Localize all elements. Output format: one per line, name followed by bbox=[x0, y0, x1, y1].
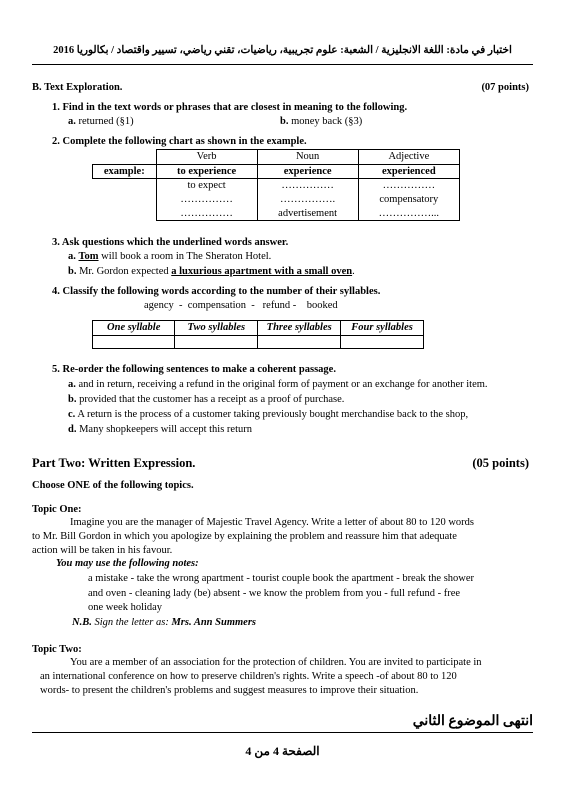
q5-item-d: d. Many shopkeepers will accept this return bbox=[68, 424, 253, 435]
q2-chart bbox=[92, 149, 460, 221]
footer-rule bbox=[32, 732, 533, 733]
chart-col-noun: …………… ……………. advertisement bbox=[257, 179, 358, 221]
q3-b: b. Mr. Gordon expected a luxurious apartment with a small oven. bbox=[68, 266, 355, 277]
syllable-cell bbox=[341, 335, 424, 348]
q1-stem: 1. Find in the text words or phrases that are closest in meaning to the following. bbox=[52, 102, 408, 113]
q4-words: agency - compensation - refund - booked bbox=[144, 300, 338, 311]
syllable-header-four: Four syllables bbox=[341, 321, 424, 336]
topic-two-line: an international conference on how to preserve children's rights. Write a speech -of about 80 to 120 bbox=[40, 671, 457, 682]
topic-one-line: Imagine you are the manager of Majestic Travel Agency. Write a letter of about 80 to 120 words bbox=[70, 517, 475, 528]
section-b-title: B. Text Exploration. bbox=[32, 82, 123, 93]
chart-example-verb: to experience bbox=[156, 164, 257, 179]
q3-stem: 3. Ask questions which the underlined words answer. bbox=[52, 237, 289, 248]
notes-line: one week holiday bbox=[88, 602, 163, 613]
syllable-header-three: Three syllables bbox=[258, 321, 341, 336]
q4-stem: 4. Classify the following words according to the number of their syllables. bbox=[52, 286, 381, 297]
notes-line: a mistake - take the wrong apartment - tourist couple book the apartment - break the shower bbox=[88, 573, 475, 584]
notes-line: and oven - cleaning lady (be) absent - we know the problem from you - full refund - free bbox=[88, 588, 461, 599]
chart-example-noun: experience bbox=[257, 164, 358, 179]
chart-header-noun: Noun bbox=[257, 150, 358, 165]
topic-one-title: Topic One: bbox=[32, 504, 82, 515]
q5-item-c: c. A return is the process of a customer taking previously bought merchandise back to the shop, bbox=[68, 409, 469, 420]
choose-instruction: Choose ONE of the following topics. bbox=[32, 480, 194, 491]
chart-example-row bbox=[93, 164, 460, 179]
part-two-points: (05 points) bbox=[472, 456, 529, 470]
section-b-points: (07 points) bbox=[481, 82, 529, 93]
topic-two-line: You are a member of an association for the protection of children. You are invited to participate in bbox=[70, 657, 482, 668]
q1-a: a. returned (§1) bbox=[68, 116, 134, 127]
chart-body-row bbox=[93, 179, 460, 221]
q5-stem: 5. Re-order the following sentences to make a coherent passage. bbox=[52, 364, 336, 375]
chart-header-verb: Verb bbox=[156, 150, 257, 165]
nb-note: N.B. Sign the letter as: Mrs. Ann Summers bbox=[72, 617, 256, 628]
syllable-header-row bbox=[93, 321, 424, 336]
topic-two-line: words- to present the children's problems and suggest measures to improve their situation. bbox=[40, 685, 419, 696]
end-of-subject: انتهى الموضوع الثاني bbox=[412, 714, 533, 729]
chart-corner bbox=[93, 150, 157, 165]
chart-example-adjective: experienced bbox=[358, 164, 459, 179]
header-rule bbox=[32, 64, 533, 65]
chart-col-adjective: …………… compensatory ……………... bbox=[358, 179, 459, 221]
syllable-header-one: One syllable bbox=[93, 321, 175, 336]
chart-blank bbox=[93, 179, 157, 221]
topic-one-line: to Mr. Bill Gordon in which you apologize by explaining the problem and reassure him that adequate bbox=[32, 531, 457, 542]
topic-two-title: Topic Two: bbox=[32, 644, 82, 655]
chart-col-verb: to expect …………… …………… bbox=[156, 179, 257, 221]
q5-item-b: b. provided that the customer has a receipt as a proof of purchase. bbox=[68, 394, 345, 405]
syllable-cell bbox=[175, 335, 258, 348]
topic-one-line: action will be taken in his favour. bbox=[32, 545, 173, 556]
chart-header-row bbox=[93, 150, 460, 165]
q5-item-a: a. and in return, receiving a refund in the original form of payment or an exchange for another item. bbox=[68, 379, 488, 390]
page-header: اختبار في مادة: اللغة الانجليزية / الشعبة: علوم تجريبية، رياضيات، تقني رياضي، تسيير واقتصاد / بكالوريا 2016 bbox=[53, 45, 512, 56]
syllable-answer-row bbox=[93, 335, 424, 348]
notes-title: You may use the following notes: bbox=[56, 558, 199, 569]
q3-a: a. Tom will book a room in The Sheraton Hotel. bbox=[68, 251, 272, 262]
chart-example-label: example: bbox=[93, 164, 157, 179]
part-two-title: Part Two: Written Expression. bbox=[32, 456, 196, 470]
syllable-cell bbox=[93, 335, 175, 348]
page-number: الصفحة 4 من 4 bbox=[245, 744, 320, 758]
syllable-cell bbox=[258, 335, 341, 348]
q2-stem: 2. Complete the following chart as shown in the example. bbox=[52, 136, 307, 147]
chart-header-adjective: Adjective bbox=[358, 150, 459, 165]
q1-b: b. money back (§3) bbox=[280, 116, 363, 127]
syllable-header-two: Two syllables bbox=[175, 321, 258, 336]
q4-syllable-table bbox=[92, 320, 424, 349]
